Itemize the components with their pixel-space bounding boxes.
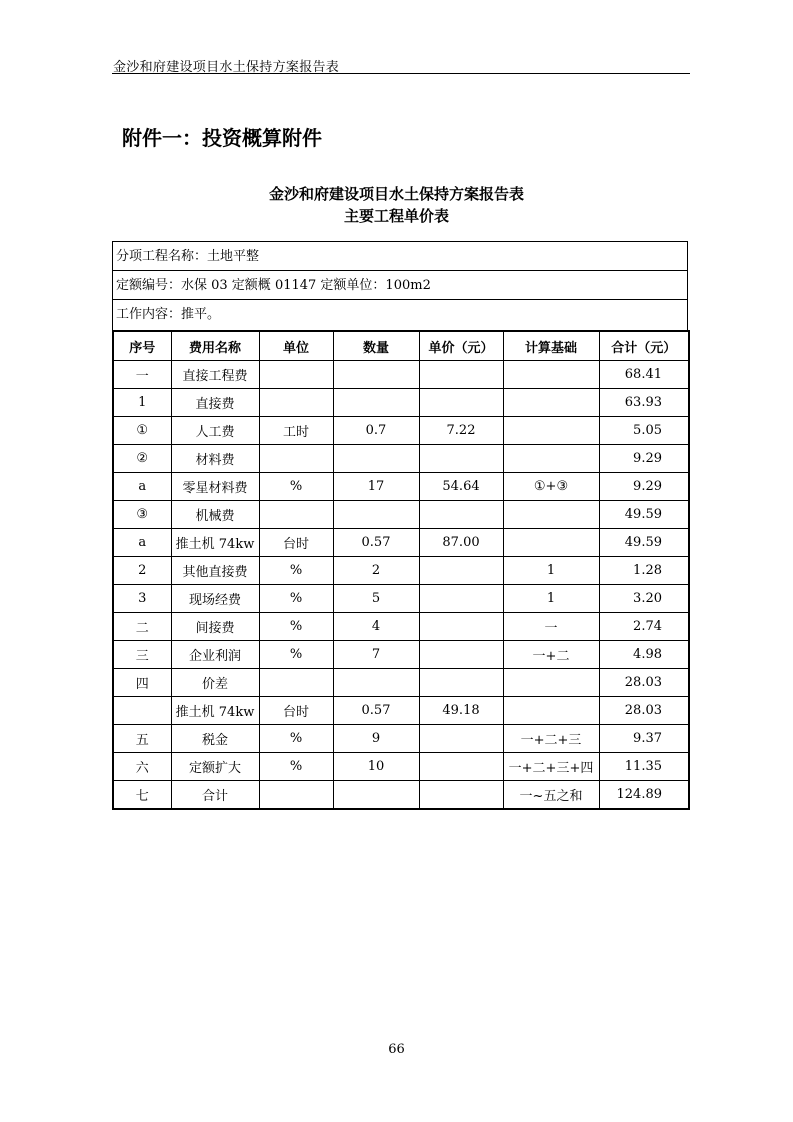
cell-unit: 台时 — [259, 697, 333, 725]
cell-quantity: 9 — [333, 725, 419, 753]
cell-cost-name: 其他直接费 — [171, 557, 259, 585]
cell-total: 9.29 — [599, 445, 689, 473]
cell-unit-price — [419, 361, 503, 389]
cell-unit-price — [419, 669, 503, 697]
cell-unit: % — [259, 725, 333, 753]
cell-unit — [259, 389, 333, 417]
table-row — [113, 585, 689, 613]
cell-cost-name: 间接费 — [171, 613, 259, 641]
cell-calc-basis — [503, 501, 599, 529]
table-row — [113, 417, 689, 445]
cell-cost-name: 价差 — [171, 669, 259, 697]
header-calc-basis: 计算基础 — [503, 331, 599, 361]
cell-quantity — [333, 501, 419, 529]
cell-quantity: 10 — [333, 753, 419, 781]
cell-unit-price — [419, 557, 503, 585]
header-cost-name: 费用名称 — [171, 331, 259, 361]
cell-index: 1 — [113, 389, 171, 417]
cell-calc-basis: 1 — [503, 585, 599, 613]
cell-calc-basis — [503, 361, 599, 389]
header-rule — [112, 73, 690, 74]
header-total: 合计（元） — [599, 331, 689, 361]
unit-price-table — [112, 330, 690, 810]
cell-total: 3.20 — [599, 585, 689, 613]
cell-index: ② — [113, 445, 171, 473]
cell-total: 28.03 — [599, 697, 689, 725]
header-quantity: 数量 — [333, 331, 419, 361]
header-index: 序号 — [113, 331, 171, 361]
cell-calc-basis — [503, 389, 599, 417]
cell-calc-basis: ①+③ — [503, 473, 599, 501]
cell-unit-price — [419, 501, 503, 529]
cell-unit-price — [419, 445, 503, 473]
cell-unit-price: 7.22 — [419, 417, 503, 445]
cell-unit-price — [419, 389, 503, 417]
cell-total: 4.98 — [599, 641, 689, 669]
cell-cost-name: 推土机 74kw — [171, 529, 259, 557]
cell-index: 3 — [113, 585, 171, 613]
table-row — [113, 473, 689, 501]
cell-unit: % — [259, 473, 333, 501]
cell-index: 一 — [113, 361, 171, 389]
cell-cost-name: 人工费 — [171, 417, 259, 445]
cell-total: 124.89 — [599, 781, 689, 810]
table-header-row — [113, 331, 689, 361]
cell-calc-basis — [503, 697, 599, 725]
cell-quantity — [333, 389, 419, 417]
header-unit: 单位 — [259, 331, 333, 361]
cell-unit-price: 49.18 — [419, 697, 503, 725]
cell-calc-basis: 一 — [503, 613, 599, 641]
document-subtitle: 主要工程单价表 — [343, 207, 449, 225]
table-row — [113, 361, 689, 389]
cell-cost-name: 推土机 74kw — [171, 697, 259, 725]
cell-unit — [259, 781, 333, 810]
cell-total: 5.05 — [599, 417, 689, 445]
cell-index: 四 — [113, 669, 171, 697]
cell-calc-basis: 一+二+三 — [503, 725, 599, 753]
cell-total: 11.35 — [599, 753, 689, 781]
cell-unit-price — [419, 781, 503, 810]
cell-index: 七 — [113, 781, 171, 810]
header-unit-price: 单价（元） — [419, 331, 503, 361]
work-content-row: 工作内容：推平。 — [116, 307, 221, 322]
cell-calc-basis: 一+二 — [503, 641, 599, 669]
cell-index — [113, 697, 171, 725]
cell-calc-basis: 一~五之和 — [503, 781, 599, 810]
cell-quantity: 0.7 — [333, 417, 419, 445]
cell-quantity: 17 — [333, 473, 419, 501]
cell-calc-basis: 1 — [503, 557, 599, 585]
cell-unit: % — [259, 613, 333, 641]
cell-calc-basis: 一+二+三+四 — [503, 753, 599, 781]
cell-unit — [259, 361, 333, 389]
project-name-row: 分项工程名称：土地平整 — [113, 242, 687, 271]
table-row — [113, 529, 689, 557]
cell-unit — [259, 669, 333, 697]
table-row — [113, 445, 689, 473]
cell-calc-basis — [503, 529, 599, 557]
quota-row: 定额编号：水保 03 定额概 01147 定额单位：100m2 — [113, 271, 687, 300]
cell-index: 六 — [113, 753, 171, 781]
cell-unit: 台时 — [259, 529, 333, 557]
cell-total: 9.37 — [599, 725, 689, 753]
cell-index: a — [113, 529, 171, 557]
cell-unit-price — [419, 641, 503, 669]
cell-index: 二 — [113, 613, 171, 641]
table-row — [113, 501, 689, 529]
table-body — [113, 361, 689, 810]
document-title: 金沙和府建设项目水土保持方案报告表 — [268, 185, 524, 203]
cell-total: 68.41 — [599, 361, 689, 389]
cell-cost-name: 税金 — [171, 725, 259, 753]
cell-total: 28.03 — [599, 669, 689, 697]
cell-index: a — [113, 473, 171, 501]
page-number: 66 — [388, 1042, 405, 1057]
cell-unit-price: 87.00 — [419, 529, 503, 557]
cell-calc-basis — [503, 445, 599, 473]
cell-index: 2 — [113, 557, 171, 585]
table-row — [113, 389, 689, 417]
table-row — [113, 557, 689, 585]
cell-unit-price — [419, 613, 503, 641]
cell-unit-price — [419, 725, 503, 753]
cell-total: 63.93 — [599, 389, 689, 417]
cell-unit — [259, 445, 333, 473]
cell-unit: 工时 — [259, 417, 333, 445]
cell-quantity: 7 — [333, 641, 419, 669]
table-row — [113, 753, 689, 781]
cell-cost-name: 机械费 — [171, 501, 259, 529]
cell-cost-name: 企业利润 — [171, 641, 259, 669]
cell-cost-name: 定额扩大 — [171, 753, 259, 781]
table-row — [113, 697, 689, 725]
cell-total: 49.59 — [599, 501, 689, 529]
cell-cost-name: 现场经费 — [171, 585, 259, 613]
cell-index: 五 — [113, 725, 171, 753]
table-row — [113, 781, 689, 810]
cell-calc-basis — [503, 417, 599, 445]
cell-quantity: 5 — [333, 585, 419, 613]
cell-quantity — [333, 669, 419, 697]
cell-unit-price — [419, 585, 503, 613]
cell-quantity — [333, 781, 419, 810]
cell-quantity — [333, 361, 419, 389]
running-header: 金沙和府建设项目水土保持方案报告表 — [113, 60, 340, 75]
table-row — [113, 613, 689, 641]
cell-total: 9.29 — [599, 473, 689, 501]
cell-total: 1.28 — [599, 557, 689, 585]
cell-unit-price: 54.64 — [419, 473, 503, 501]
cell-quantity: 4 — [333, 613, 419, 641]
table-row — [113, 641, 689, 669]
attachment-title: 附件一：投资概算附件 — [122, 126, 322, 150]
cell-cost-name: 零星材料费 — [171, 473, 259, 501]
cell-quantity: 0.57 — [333, 697, 419, 725]
cell-cost-name: 直接费 — [171, 389, 259, 417]
cell-cost-name: 材料费 — [171, 445, 259, 473]
cell-quantity — [333, 445, 419, 473]
cell-unit: % — [259, 641, 333, 669]
cell-quantity: 0.57 — [333, 529, 419, 557]
cell-quantity: 2 — [333, 557, 419, 585]
cell-cost-name: 合计 — [171, 781, 259, 810]
table-row — [113, 725, 689, 753]
cell-unit: % — [259, 585, 333, 613]
cell-index: ① — [113, 417, 171, 445]
cell-calc-basis — [503, 669, 599, 697]
cell-index: ③ — [113, 501, 171, 529]
cell-index: 三 — [113, 641, 171, 669]
cell-unit: % — [259, 557, 333, 585]
cell-cost-name: 直接工程费 — [171, 361, 259, 389]
cell-total: 2.74 — [599, 613, 689, 641]
cell-unit — [259, 501, 333, 529]
cell-total: 49.59 — [599, 529, 689, 557]
cell-unit: % — [259, 753, 333, 781]
table-row — [113, 669, 689, 697]
info-box — [112, 241, 688, 330]
cell-unit-price — [419, 753, 503, 781]
